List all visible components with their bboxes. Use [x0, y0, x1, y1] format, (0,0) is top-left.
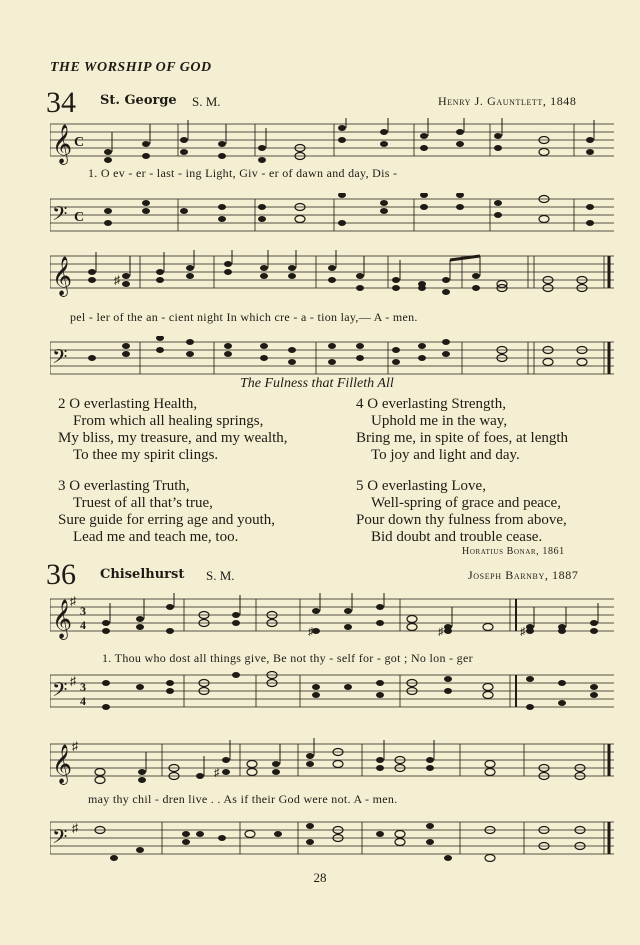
verse-line: Bring me, in spite of foes, at length [356, 430, 569, 446]
treble-staff [50, 118, 614, 168]
verse-line: Well-spring of grace and peace, [371, 495, 561, 511]
lyrics-line: 1. O ev - er - last - ing Light, Giv - er of dawn and day, Dis - [88, 166, 398, 180]
svg-text:C: C [74, 135, 85, 150]
verse-5 [356, 478, 567, 546]
tune-name: St. George [100, 93, 177, 108]
verse-line: My bliss, my treasure, and my wealth, [58, 430, 288, 446]
verse-line: Lead me and teach me, too. [73, 529, 239, 545]
verse-line: To thee my spirit clings. [73, 447, 219, 463]
svg-text:𝄞: 𝄞 [52, 126, 73, 163]
svg-text:♯: ♯ [214, 767, 220, 779]
svg-text:𝄞: 𝄞 [52, 258, 73, 295]
svg-text:𝄢: 𝄢 [52, 204, 68, 230]
verse-2 [58, 396, 288, 464]
svg-text:𝄞: 𝄞 [52, 601, 73, 638]
meter: S. M. [192, 94, 221, 109]
verse-line: Bid doubt and trouble cease. [371, 529, 543, 545]
verse-4 [356, 396, 568, 464]
lyrics-line: may thy chil - dren live . . As if their God were not. A - men. [88, 792, 398, 806]
author: Horatius Bonar, 1861 [462, 546, 565, 557]
treble-staff [50, 738, 614, 788]
verse-line: To joy and light and day. [371, 447, 520, 463]
svg-text:♯: ♯ [70, 594, 76, 608]
svg-text:♯: ♯ [114, 273, 120, 287]
bass-staff [50, 669, 614, 713]
svg-text:♯: ♯ [520, 626, 526, 638]
treble-staff [50, 250, 614, 300]
composer: Henry J. Gauntlett, 1848 [438, 94, 577, 108]
lyrics-line: 1. Thou who dost all things give, Be not thy - self for - got ; No lon - ger [102, 651, 473, 665]
svg-text:C: C [74, 210, 85, 225]
music-staff [50, 738, 614, 788]
svg-text:3: 3 [80, 604, 86, 618]
svg-text:♯: ♯ [72, 821, 78, 835]
hymn-subtitle: The Fulness that Filleth All [240, 376, 394, 391]
music-staff [50, 336, 614, 380]
hymn-number: 36 [46, 558, 76, 591]
page-number: 28 [313, 870, 327, 885]
svg-text:𝄢: 𝄢 [52, 680, 68, 706]
verse-line: Pour down thy fulness from above, [356, 512, 567, 528]
composer: Joseph Barnby, 1887 [468, 568, 579, 582]
lyrics-line: pel - ler of the an - cient night In which cre - a - tion lay,— A - men. [70, 310, 418, 324]
section-title: THE WORSHIP OF GOD [50, 60, 212, 75]
svg-text:4: 4 [80, 618, 86, 632]
music-staff [50, 812, 614, 862]
verse-line: Sure guide for erring age and youth, [58, 512, 276, 528]
verse-line: Truest of all that’s true, [73, 495, 213, 511]
music-staff [50, 669, 614, 713]
verse-line: 2 O everlasting Health, [58, 396, 198, 412]
verse-3 [58, 478, 275, 546]
svg-text:3: 3 [80, 680, 86, 694]
svg-text:♯: ♯ [72, 739, 78, 753]
svg-text:𝄞: 𝄞 [52, 746, 73, 783]
svg-text:𝄢: 𝄢 [52, 827, 68, 853]
music-staff [50, 193, 614, 237]
bass-staff [50, 336, 614, 380]
verse-line: From which all healing springs, [73, 413, 264, 429]
svg-text:𝄢: 𝄢 [52, 347, 68, 373]
hymn-number: 34 [46, 86, 76, 119]
verse-line: 5 O everlasting Love, [356, 478, 486, 494]
bass-staff [50, 812, 614, 862]
verse-line: 4 O everlasting Strength, [356, 396, 506, 412]
svg-text:♯: ♯ [438, 626, 444, 638]
svg-text:♯: ♯ [308, 626, 314, 638]
music-staff [50, 250, 614, 300]
svg-text:4: 4 [80, 694, 86, 708]
meter: S. M. [206, 568, 235, 583]
verse-line: Uphold me in the way, [371, 413, 508, 429]
svg-text:♯: ♯ [70, 674, 76, 688]
music-staff [50, 118, 614, 168]
tune-name: Chiselhurst [100, 567, 185, 582]
bass-staff [50, 193, 614, 237]
music-staff [50, 593, 614, 643]
verse-line: 3 O everlasting Truth, [58, 478, 190, 494]
treble-staff [50, 593, 614, 643]
